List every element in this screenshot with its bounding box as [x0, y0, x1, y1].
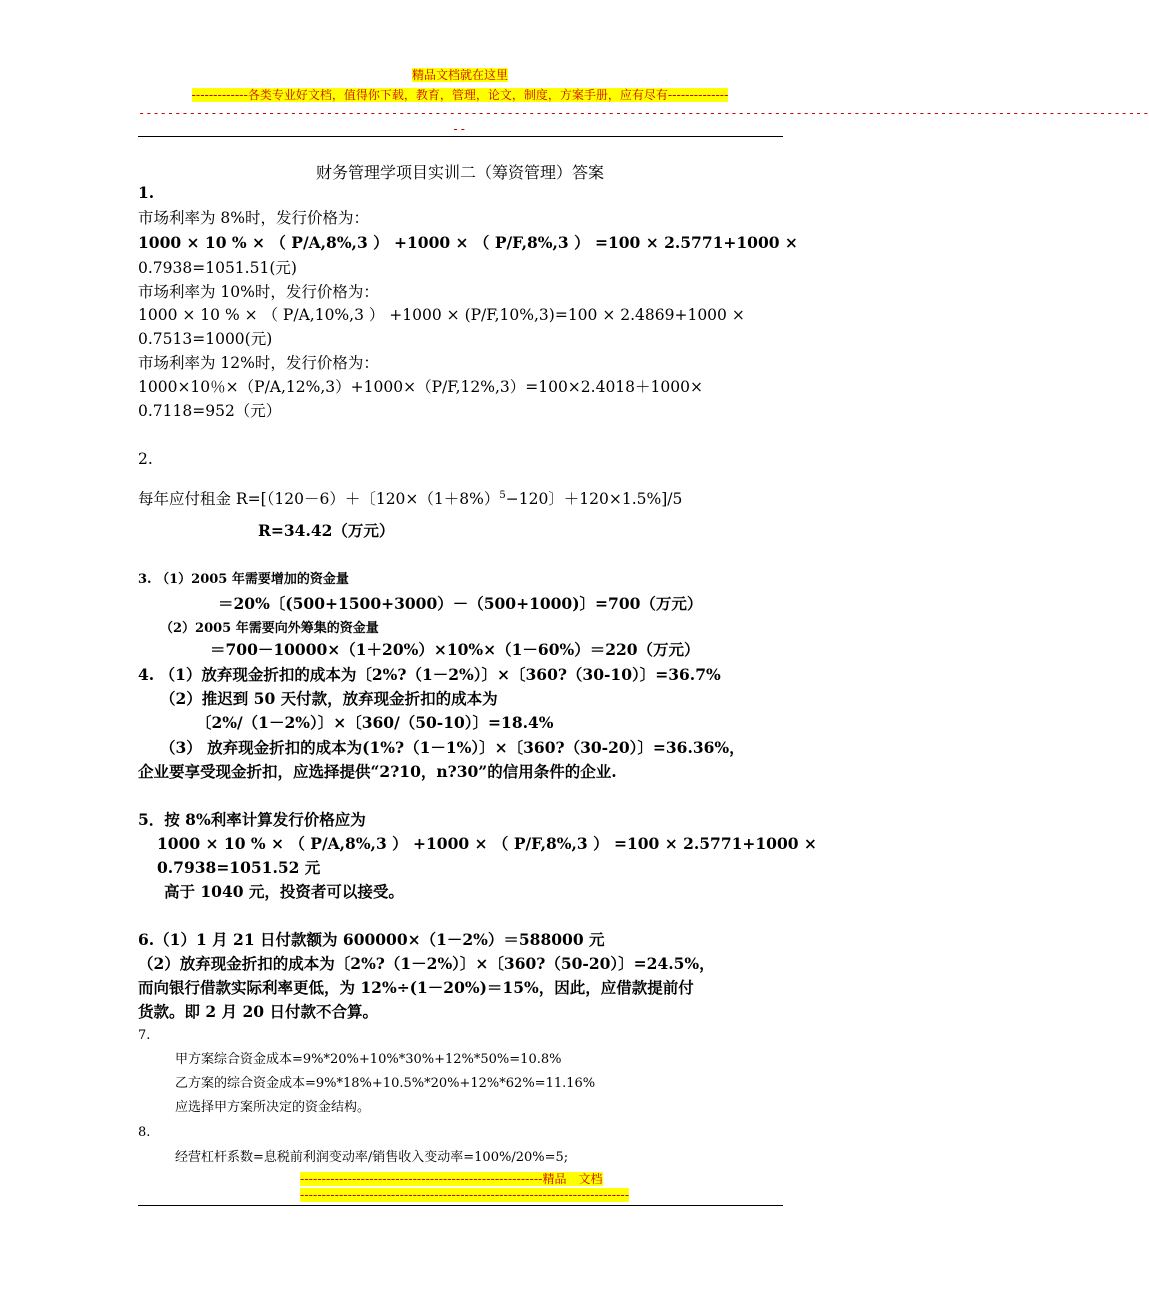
footer-rule [138, 1205, 783, 1206]
q2-number: 2. [138, 450, 153, 468]
q3-line: 3. （1）2005 年需要增加的资金量 [138, 572, 349, 587]
footer-line-1: --------------------------------------------------------精品 文档 [300, 1172, 603, 1186]
header-rule [138, 136, 783, 137]
q3-line: （2）2005 年需要向外筹集的资金量 [160, 621, 379, 636]
q2-formula: 每年应付租金 R=[（120－6）＋〔$120\times(1+8\%)^5-120$〕＋120×1.5%]/5 [138, 490, 683, 509]
q5-line: 1000 × 10 % × （ P/A,8%,3 ） +1000 × （ P/F,8%,3 ） =100 × 2.5771+1000 × [157, 834, 817, 853]
q6-line: 货款。即 2 月 20 日付款不合算。 [138, 1002, 378, 1021]
header-line-2: -------------各类专业好文档，值得你下载，教育，管理，论文，制度，方案手册，应有尽有-------------- [191, 88, 729, 102]
q1-line: 市场利率为 8%时，发行价格为： [138, 209, 370, 227]
q2-exponent: 5 [499, 490, 506, 501]
q7-number: 7. [138, 1028, 151, 1043]
q6-line: 而向银行借款实际利率更低，为 12%÷(1－20%)＝15%，因此，应借款提前付 [138, 978, 694, 997]
page-title: 财务管理学项目实训二（筹资管理）答案 [315, 163, 604, 182]
header-dash-line: -------------------------------------------------------------------------------------------------------------------------------------------- [138, 106, 1149, 120]
q6-line: （2）放弃现金折扣的成本为〔2%?（1－2%）〕×〔360?（50-20）〕=24.5%， [138, 954, 715, 973]
q8-line: 经营杠杆系数=息税前利润变动率/销售收入变动率=100%/20%=5; [175, 1150, 569, 1165]
q3-line: ＝700－10000×（1＋20%）×10%×（1－60%）＝220（万元） [210, 640, 700, 659]
q1-line: 1000 × 10 % × （ P/A,10%,3 ） +1000 × (P/F,10%,3)=100 × 2.4869+1000 × [138, 306, 745, 324]
q5-line: 高于 1040 元，投资者可以接受。 [164, 882, 404, 901]
q4-line: （3） 放弃现金折扣的成本为(1%?（1－1%）〕×〔360?（30-20）〕=36.36%， [160, 738, 745, 757]
q7-line: 甲方案综合资金成本=9%*20%+10%*30%+12%*50%=10.8% [175, 1052, 562, 1067]
q4-line: （2）推迟到 50 天付款，放弃现金折扣的成本为 [160, 689, 498, 708]
q1-line: 1000×10％×（P/A,12%,3）+1000×（P/F,12%,3）=100×2.4018＋1000× [138, 378, 703, 396]
q1-line: 1000 × 10 % × （ P/A,8%,3 ） +1000 × （ P/F,8%,3 ） =100 × 2.5771+1000 × [138, 233, 798, 252]
q1-line: 市场利率为 12%时，发行价格为： [138, 354, 379, 372]
q5-line: 0.7938=1051.52 元 [157, 858, 321, 877]
footer-line-2: ---------------------------------------------------------------------------- [300, 1188, 630, 1202]
q1-line: 0.7513=1000(元) [138, 330, 273, 348]
q4-line: 企业要享受现金折扣，应选择提供“2?10，n?30”的信用条件的企业. [138, 762, 617, 781]
q6-line: 6.（1）1 月 21 日付款额为 600000×（1－2%）＝588000 元 [138, 930, 605, 949]
q8-number: 8. [138, 1125, 151, 1140]
q1-line: 0.7938=1051.51(元) [138, 259, 297, 277]
q4-line: 〔2%/（1－2%）〕×〔360/（50-10）〕=18.4% [196, 713, 554, 732]
q7-line: 应选择甲方案所决定的资金结构。 [175, 1100, 371, 1115]
q1-number: 1. [138, 183, 155, 202]
q5-line: 5．按 8%利率计算发行价格应为 [138, 810, 366, 829]
q1-line: 市场利率为 10%时，发行价格为： [138, 283, 379, 301]
header-dash-end: -- [452, 122, 467, 136]
q4-line: 4. （1）放弃现金折扣的成本为〔2%?（1－2%）〕×〔360?（30-10）〕=36.7% [138, 665, 721, 684]
q1-line: 0.7118=952（元） [138, 402, 282, 420]
q2-result: R=34.42（万元） [258, 521, 395, 540]
header-line-1: 精品文档就在这里 [411, 68, 508, 82]
q7-line: 乙方案的综合资金成本=9%*18%+10.5%*20%+12%*62%=11.16% [175, 1076, 596, 1091]
q3-line: ＝20%〔(500+1500+3000）－（500+1000)〕=700（万元） [218, 594, 703, 613]
